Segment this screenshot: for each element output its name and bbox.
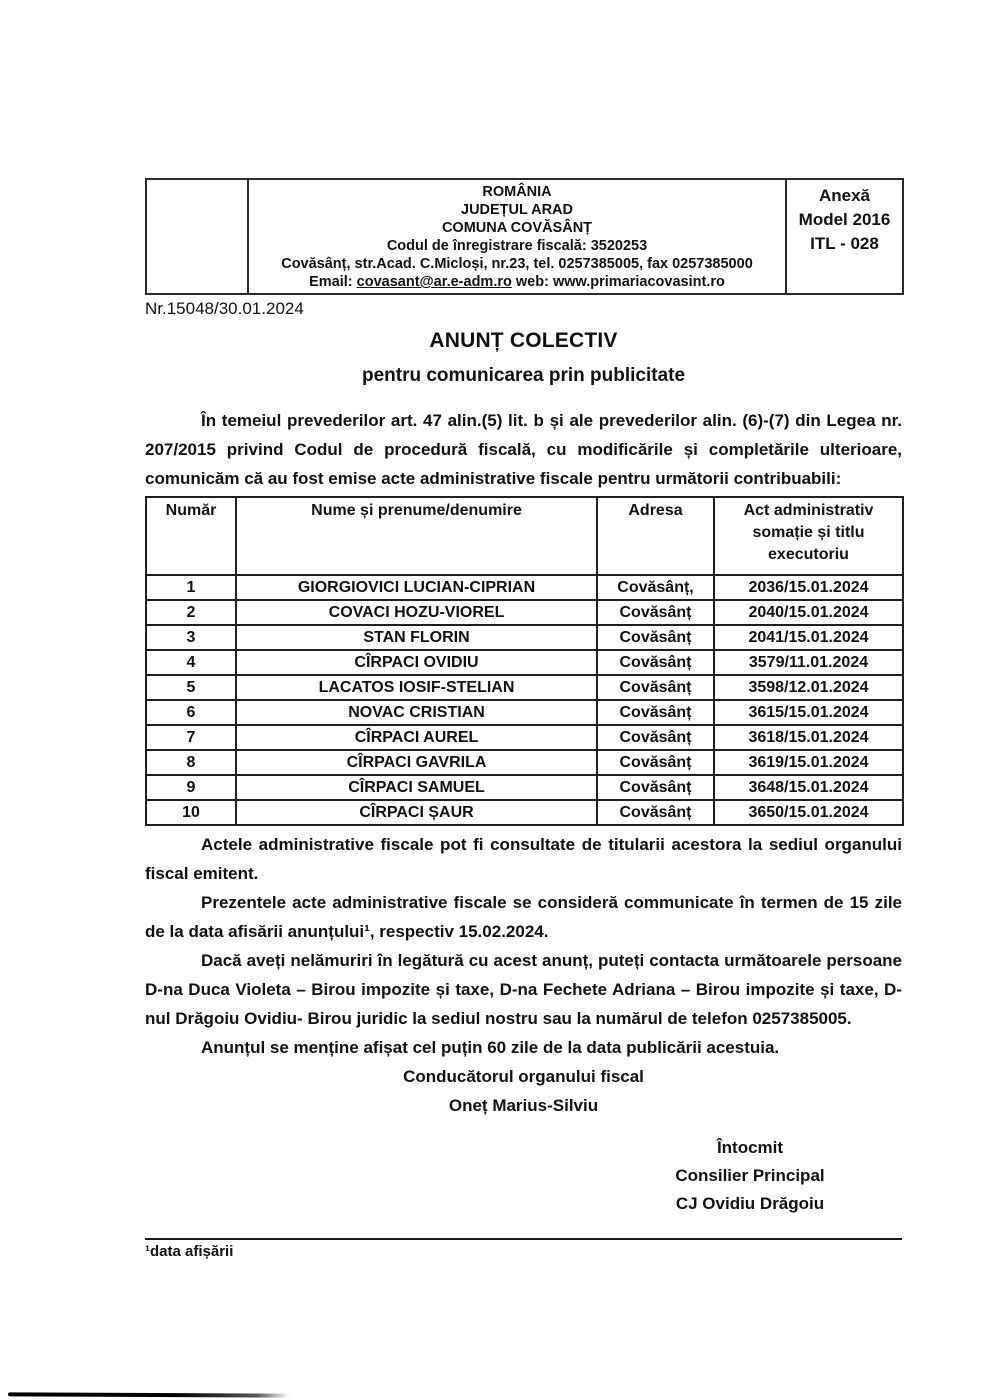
prepared-title: Consilier Principal (675, 1166, 825, 1185)
table-row (146, 750, 903, 775)
table-row (146, 700, 903, 725)
name-cell: CÎRPACI SAMUEL (236, 775, 597, 800)
name-cell: CÎRPACI ȘAUR (236, 800, 597, 825)
document-title: ANUNȚ COLECTIV (429, 329, 618, 352)
address-cell: Covăsânț (597, 700, 714, 725)
footnote-divider (145, 1238, 902, 1240)
letterhead-county: JUDEȚUL ARAD (461, 202, 573, 218)
letterhead-commune: COMUNA COVĂSÂNȚ (441, 220, 593, 236)
act-cell: 2036/15.01.2024 (714, 575, 903, 600)
document-subtitle: pentru comunicarea prin publicitate (361, 365, 686, 386)
fiscal-head-name: Oneț Marius-Silviu (448, 1096, 599, 1115)
footnote-block (145, 1238, 902, 1263)
table-row (146, 575, 903, 600)
letterhead-annex-cell (786, 179, 903, 294)
name-cell: LACATOS IOSIF-STELIAN (236, 675, 597, 700)
row-number-cell: 6 (146, 700, 236, 725)
address-cell: Covăsânț (597, 725, 714, 750)
column-header-number: Număr (146, 497, 236, 575)
address-cell: Covăsânț (597, 600, 714, 625)
letterhead-table (145, 178, 904, 295)
annex-label: Anexă (818, 186, 871, 205)
act-cell: 3598/12.01.2024 (714, 675, 903, 700)
row-number-cell: 3 (146, 625, 236, 650)
deadline-paragraph: Prezentele acte administrative fiscale se consideră communicate în termen de 15 zile de la data afisării anunțului¹, respectiv 15.02.2024. (145, 893, 902, 941)
address-cell: Covăsânț (597, 625, 714, 650)
column-header-act: Act administrativ somație și titlu executoriu (714, 497, 903, 575)
row-number-cell: 8 (146, 750, 236, 775)
prepared-by-block (600, 1134, 900, 1218)
letterhead-main-cell (248, 179, 786, 294)
address-cell: Covăsânț (597, 650, 714, 675)
footnote-text: ¹data afișării (145, 1243, 234, 1260)
column-header-address: Adresa (597, 497, 714, 575)
act-cell: 2041/15.01.2024 (714, 625, 903, 650)
annex-model: Model 2016 (798, 210, 891, 229)
address-cell: Covăsânț (597, 675, 714, 700)
email-address: covasant@ar.e-adm.ro (356, 274, 512, 290)
letterhead-country: ROMÂNIA (482, 184, 552, 200)
annex-code: ITL - 028 (810, 234, 879, 253)
column-header-name: Nume și prenume/denumire (236, 497, 597, 575)
letterhead-email-line (253, 273, 781, 291)
registration-number: Nr.15048/30.01.2024 (145, 299, 304, 318)
email-label: Email: (309, 274, 353, 290)
row-number-cell: 1 (146, 575, 236, 600)
name-cell: CÎRPACI GAVRILA (236, 750, 597, 775)
prepared-name: CJ Ovidiu Drăgoiu (675, 1194, 825, 1213)
row-number-cell: 10 (146, 800, 236, 825)
act-cell: 3648/15.01.2024 (714, 775, 903, 800)
document-content (145, 178, 902, 1263)
name-cell: CÎRPACI OVIDIU (236, 650, 597, 675)
act-cell: 3615/15.01.2024 (714, 700, 903, 725)
act-cell: 2040/15.01.2024 (714, 600, 903, 625)
prepared-label: Întocmit (716, 1138, 784, 1157)
fiscal-head-title: Conducătorul organului fiscal (403, 1067, 644, 1086)
contributors-table (145, 496, 904, 826)
name-cell: COVACI HOZU-VIOREL (236, 600, 597, 625)
contact-paragraph: Dacă aveți nelămuriri în legătură cu acest anunț, puteți contacta următoarele persoane D-na Duca Violeta – Birou impozite și taxe, D-na Fechete Adriana – Birou impozite și taxe, D-nul Drăgoiu Ovidiu- Birou juridic la sediul nostru sau la numărul de telefon 0257385005. (145, 951, 902, 1028)
table-row (146, 725, 903, 750)
display-duration-paragraph: Anunțul se menține afișat cel puțin 60 zile de la data publicării acestuia. (201, 1038, 780, 1057)
letterhead-address: Covăsânț, str.Acad. C.Micloși, nr.23, tel. 0257385005, fax 0257385000 (281, 256, 753, 272)
address-cell: Covăsânț, (597, 575, 714, 600)
intro-paragraph: În temeiul prevederilor art. 47 alin.(5) lit. b și ale prevederilor alin. (6)-(7) din Legea nr. 207/2015 privind Codul de procedură fiscală, cu modificările și completările ulterioare, comunicăm că au fost emise acte administrative fiscale pentru următorii contribuabili: (145, 411, 902, 488)
address-cell: Covăsânț (597, 775, 714, 800)
letterhead-fiscal-code: Codul de înregistrare fiscală: 3520253 (386, 238, 648, 254)
name-cell: STAN FLORIN (236, 625, 597, 650)
table-row (146, 800, 903, 825)
row-number-cell: 2 (146, 600, 236, 625)
scan-artifact-line (8, 1392, 290, 1397)
row-number-cell: 7 (146, 725, 236, 750)
row-number-cell: 9 (146, 775, 236, 800)
name-cell: NOVAC CRISTIAN (236, 700, 597, 725)
act-cell: 3579/11.01.2024 (714, 650, 903, 675)
address-cell: Covăsânț (597, 800, 714, 825)
act-cell: 3650/15.01.2024 (714, 800, 903, 825)
table-row (146, 600, 903, 625)
consult-paragraph: Actele administrative fiscale pot fi consultate de titularii acestora la sediul organului fiscal emitent. (145, 835, 902, 883)
table-row (146, 625, 903, 650)
table-row (146, 650, 903, 675)
name-cell: CÎRPACI AUREL (236, 725, 597, 750)
act-cell: 3618/15.01.2024 (714, 725, 903, 750)
act-cell: 3619/15.01.2024 (714, 750, 903, 775)
name-cell: GIORGIOVICI LUCIAN-CIPRIAN (236, 575, 597, 600)
row-number-cell: 5 (146, 675, 236, 700)
row-number-cell: 4 (146, 650, 236, 675)
web-address: web: www.primariacovasint.ro (515, 274, 725, 290)
table-row (146, 775, 903, 800)
address-cell: Covăsânț (597, 750, 714, 775)
letterhead-logo-cell (146, 179, 248, 294)
table-row (146, 675, 903, 700)
table-header-row (146, 497, 903, 575)
